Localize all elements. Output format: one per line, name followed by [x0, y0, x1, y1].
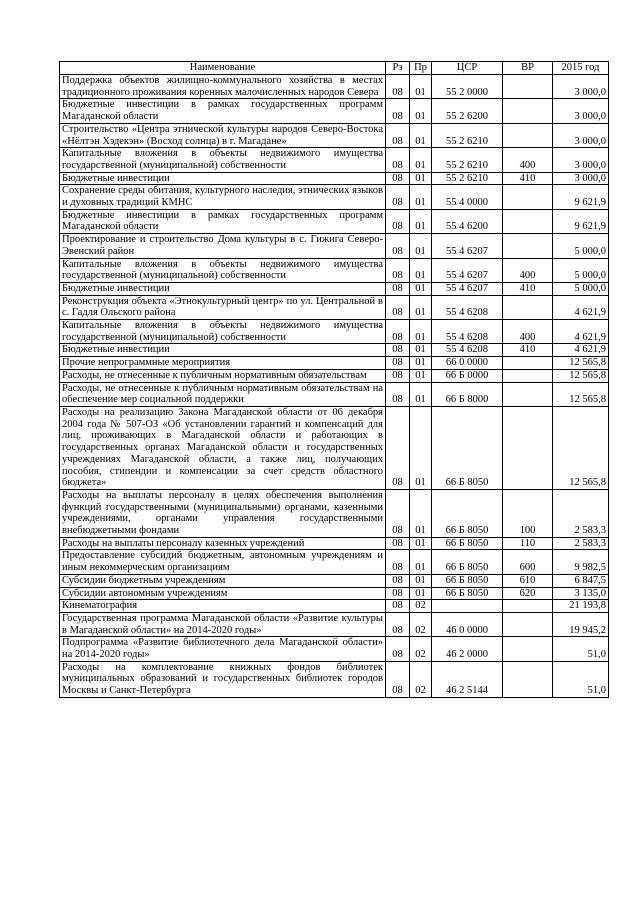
cell-rz: 08: [386, 382, 410, 406]
cell-csr: 55 4 6207: [432, 282, 503, 295]
cell-csr: 66 0 0000: [432, 357, 503, 370]
cell-vr: 610: [503, 574, 553, 587]
cell-csr: 66 Б 0000: [432, 369, 503, 382]
table-row: [60, 550, 609, 574]
cell-rz: 08: [386, 637, 410, 661]
cell-pr: 01: [410, 406, 432, 489]
cell-vr: 410: [503, 172, 553, 185]
cell-pr: 01: [410, 99, 432, 123]
cell-vr: [503, 234, 553, 258]
table-row: [60, 637, 609, 661]
cell-name: Бюджетные инвестиции: [60, 282, 386, 295]
cell-rz: 08: [386, 234, 410, 258]
cell-vr: [503, 295, 553, 319]
cell-rz: 08: [386, 574, 410, 587]
cell-amount: 4 621,9: [553, 295, 609, 319]
cell-name: Бюджетные инвестиции: [60, 344, 386, 357]
table-row: [60, 123, 609, 147]
cell-rz: 08: [386, 320, 410, 344]
table-row: [60, 661, 609, 697]
cell-amount: 9 621,9: [553, 185, 609, 209]
cell-name: Расходы, не отнесенные к публичным нормативным обязательствам: [60, 369, 386, 382]
cell-csr: 66 Б 8050: [432, 406, 503, 489]
cell-rz: 08: [386, 172, 410, 185]
cell-name: Капитальные вложения в объекты недвижимого имущества государственной (муниципальной) собственности: [60, 320, 386, 344]
cell-name: Подпрограмма «Развитие библиотечного дела Магаданской области» на 2014-2020 годы»: [60, 637, 386, 661]
cell-rz: 08: [386, 123, 410, 147]
cell-name: Прочие непрограммные мероприятия: [60, 357, 386, 370]
cell-amount: 3 000,0: [553, 148, 609, 172]
cell-pr: 01: [410, 282, 432, 295]
cell-pr: 01: [410, 234, 432, 258]
cell-csr: 66 Б 8000: [432, 382, 503, 406]
cell-name: Проектирование и строительство Дома культуры в с. Гижига Северо-Эвенский район: [60, 234, 386, 258]
cell-amount: 51,0: [553, 661, 609, 697]
cell-rz: 08: [386, 357, 410, 370]
cell-pr: 01: [410, 369, 432, 382]
cell-csr: 46 2 0000: [432, 637, 503, 661]
header-pr: Пр: [410, 62, 432, 75]
cell-csr: 66 Б 8050: [432, 587, 503, 600]
table-row: [60, 489, 609, 537]
cell-vr: 620: [503, 587, 553, 600]
cell-amount: 6 847,5: [553, 574, 609, 587]
budget-table: [59, 61, 609, 698]
cell-vr: 410: [503, 282, 553, 295]
cell-name: Государственная программа Магаданской области «Развитие культуры в Магаданской области» на 2014-2020 годы»: [60, 612, 386, 636]
cell-csr: 55 2 0000: [432, 75, 503, 99]
cell-csr: 55 4 6208: [432, 344, 503, 357]
cell-rz: 08: [386, 148, 410, 172]
cell-amount: 4 621,9: [553, 320, 609, 344]
cell-rz: 08: [386, 295, 410, 319]
cell-name: Реконструкция объекта «Этнокультурный центр» по ул. Центральной в с. Гадля Ольского района: [60, 295, 386, 319]
table-row: [60, 282, 609, 295]
cell-name: Капитальные вложения в объекты недвижимого имущества государственной (муниципальной) собственности: [60, 148, 386, 172]
cell-rz: 08: [386, 344, 410, 357]
cell-name: Расходы на выплаты персоналу в целях обеспечения выполнения функций государственными (муниципальными) органами, казенными учреждениями, органами управления государственными внебюджетными фондами: [60, 489, 386, 537]
cell-rz: 08: [386, 600, 410, 613]
cell-csr: 66 Б 8050: [432, 550, 503, 574]
cell-csr: 55 4 6208: [432, 320, 503, 344]
table-row: [60, 185, 609, 209]
cell-vr: 400: [503, 258, 553, 282]
cell-amount: 3 000,0: [553, 75, 609, 99]
cell-vr: [503, 612, 553, 636]
table-row: [60, 382, 609, 406]
cell-pr: 02: [410, 600, 432, 613]
cell-rz: 08: [386, 258, 410, 282]
cell-pr: 01: [410, 574, 432, 587]
cell-amount: 12 565,8: [553, 357, 609, 370]
cell-csr: 46 2 5144: [432, 661, 503, 697]
cell-name: Строительство «Центра этнической культуры народов Северо-Востока «Нёлтэн Хэдекэн» (Восход солнца) в г. Магадане»: [60, 123, 386, 147]
cell-rz: 08: [386, 185, 410, 209]
cell-amount: 5 000,0: [553, 258, 609, 282]
cell-pr: 01: [410, 537, 432, 550]
cell-vr: [503, 75, 553, 99]
cell-csr: 55 2 6210: [432, 148, 503, 172]
cell-amount: 51,0: [553, 637, 609, 661]
header-vr: ВР: [503, 62, 553, 75]
cell-pr: 01: [410, 489, 432, 537]
cell-amount: 2 583,3: [553, 537, 609, 550]
cell-name: Расходы на выплаты персоналу казенных учреждений: [60, 537, 386, 550]
table-row: [60, 357, 609, 370]
table-row: [60, 172, 609, 185]
cell-csr: 55 4 0000: [432, 185, 503, 209]
header-year: 2015 год: [553, 62, 609, 75]
table-row: [60, 234, 609, 258]
cell-pr: 01: [410, 382, 432, 406]
cell-amount: 9 982,5: [553, 550, 609, 574]
cell-amount: 3 000,0: [553, 99, 609, 123]
cell-vr: [503, 209, 553, 233]
cell-amount: 2 583,3: [553, 489, 609, 537]
cell-pr: 01: [410, 295, 432, 319]
table-row: [60, 537, 609, 550]
cell-name: Бюджетные инвестиции: [60, 172, 386, 185]
cell-name: Расходы на комплектование книжных фондов библиотек муниципальных образований и государственных библиотек городов Москвы и Санкт-Петербурга: [60, 661, 386, 697]
cell-csr: 46 0 0000: [432, 612, 503, 636]
cell-vr: [503, 123, 553, 147]
cell-amount: 5 000,0: [553, 234, 609, 258]
cell-amount: 3 000,0: [553, 123, 609, 147]
table-row: [60, 600, 609, 613]
cell-pr: 01: [410, 258, 432, 282]
cell-amount: 12 565,8: [553, 406, 609, 489]
cell-pr: 02: [410, 637, 432, 661]
table-row: [60, 258, 609, 282]
table-row: [60, 99, 609, 123]
cell-name: Расходы на реализацию Закона Магаданской области от 06 декабря 2004 года № 507-ОЗ «Об установлении гарантий и компенсаций для лиц, проживающих в Магаданской области и работающих в государственных органах Магаданской области и государственных учреждениях Магаданской области, а также лиц, получающих пособия, стипендии и компенсации за счет средств областного бюджета»: [60, 406, 386, 489]
cell-pr: 01: [410, 172, 432, 185]
cell-csr: 66 Б 8050: [432, 574, 503, 587]
cell-vr: [503, 406, 553, 489]
cell-csr: 66 Б 8050: [432, 489, 503, 537]
cell-pr: 02: [410, 612, 432, 636]
cell-name: Бюджетные инвестиции в рамках государственных программ Магаданской области: [60, 209, 386, 233]
cell-name: Поддержка объектов жилищно-коммунального хозяйства в местах традиционного проживания коренных малочисленных народов Севера: [60, 75, 386, 99]
cell-name: Бюджетные инвестиции в рамках государственных программ Магаданской области: [60, 99, 386, 123]
cell-rz: 08: [386, 550, 410, 574]
cell-vr: [503, 369, 553, 382]
cell-pr: 01: [410, 123, 432, 147]
cell-csr: 55 4 6207: [432, 234, 503, 258]
cell-csr: 66 Б 8050: [432, 537, 503, 550]
cell-rz: 08: [386, 282, 410, 295]
cell-vr: [503, 357, 553, 370]
header-csr: ЦСР: [432, 62, 503, 75]
cell-vr: 400: [503, 320, 553, 344]
cell-rz: 08: [386, 369, 410, 382]
cell-amount: 19 945,2: [553, 612, 609, 636]
cell-pr: 01: [410, 75, 432, 99]
cell-name: Расходы, не отнесенные к публичным нормативным обязательствам на обеспечение мер социальной поддержки: [60, 382, 386, 406]
cell-vr: [503, 99, 553, 123]
cell-vr: 400: [503, 148, 553, 172]
cell-csr: 55 4 6200: [432, 209, 503, 233]
cell-csr: 55 2 6210: [432, 172, 503, 185]
cell-rz: 08: [386, 209, 410, 233]
cell-pr: 01: [410, 587, 432, 600]
cell-pr: 01: [410, 320, 432, 344]
cell-vr: 110: [503, 537, 553, 550]
cell-amount: 3 135,0: [553, 587, 609, 600]
cell-rz: 08: [386, 587, 410, 600]
cell-name: Субсидии бюджетным учреждениям: [60, 574, 386, 587]
table-header-row: [60, 62, 609, 75]
table-row: [60, 574, 609, 587]
cell-name: Кинематография: [60, 600, 386, 613]
table-row: [60, 587, 609, 600]
table-row: [60, 406, 609, 489]
cell-csr: 55 4 6208: [432, 295, 503, 319]
cell-pr: 01: [410, 550, 432, 574]
cell-vr: [503, 600, 553, 613]
cell-rz: 08: [386, 406, 410, 489]
table-row: [60, 612, 609, 636]
header-rz: Рз: [386, 62, 410, 75]
cell-pr: 02: [410, 661, 432, 697]
cell-vr: 410: [503, 344, 553, 357]
cell-amount: 21 193,8: [553, 600, 609, 613]
table-row: [60, 344, 609, 357]
cell-amount: 5 000,0: [553, 282, 609, 295]
cell-pr: 01: [410, 209, 432, 233]
table-row: [60, 75, 609, 99]
cell-pr: 01: [410, 357, 432, 370]
table-row: [60, 369, 609, 382]
cell-pr: 01: [410, 344, 432, 357]
cell-amount: 12 565,8: [553, 369, 609, 382]
header-name: Наименование: [60, 62, 386, 75]
cell-vr: [503, 382, 553, 406]
cell-rz: 08: [386, 489, 410, 537]
cell-vr: 100: [503, 489, 553, 537]
cell-name: Капитальные вложения в объекты недвижимого имущества государственной (муниципальной) собственности: [60, 258, 386, 282]
cell-vr: [503, 185, 553, 209]
cell-csr: 55 2 6200: [432, 99, 503, 123]
cell-amount: 4 621,9: [553, 344, 609, 357]
table-row: [60, 295, 609, 319]
cell-csr: [432, 600, 503, 613]
cell-name: Предоставление субсидий бюджетным, автономным учреждениям и иным некоммерческим организациям: [60, 550, 386, 574]
cell-vr: [503, 661, 553, 697]
table-row: [60, 148, 609, 172]
cell-rz: 08: [386, 75, 410, 99]
cell-rz: 08: [386, 661, 410, 697]
cell-name: Сохранение среды обитания, культурного наследия, этнических языков и духовных традиций КМНС: [60, 185, 386, 209]
cell-name: Субсидии автономным учреждениям: [60, 587, 386, 600]
cell-amount: 9 621,9: [553, 209, 609, 233]
cell-pr: 01: [410, 185, 432, 209]
cell-vr: [503, 637, 553, 661]
table-row: [60, 320, 609, 344]
cell-csr: 55 2 6210: [432, 123, 503, 147]
cell-vr: 600: [503, 550, 553, 574]
cell-rz: 08: [386, 99, 410, 123]
cell-csr: 55 4 6207: [432, 258, 503, 282]
cell-amount: 12 565,8: [553, 382, 609, 406]
table-row: [60, 209, 609, 233]
cell-rz: 08: [386, 537, 410, 550]
cell-pr: 01: [410, 148, 432, 172]
cell-rz: 08: [386, 612, 410, 636]
cell-amount: 3 000,0: [553, 172, 609, 185]
